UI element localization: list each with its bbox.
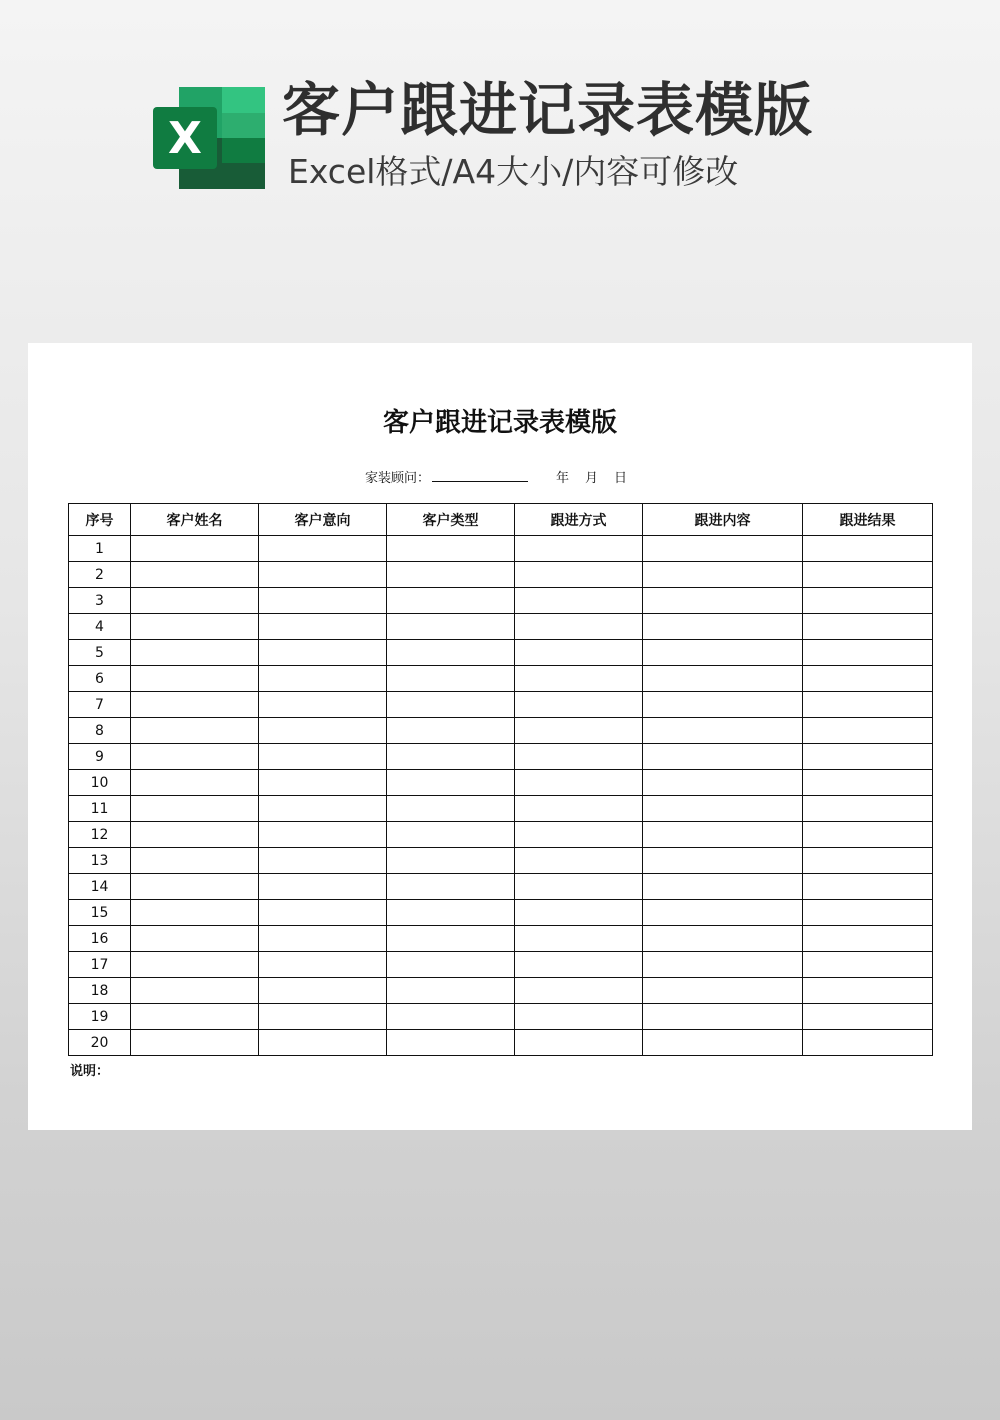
row-number-cell: 16 [69,926,131,952]
note-label: 说明： [70,1064,110,1079]
table-cell[interactable] [803,822,933,848]
table-cell[interactable] [515,1004,643,1030]
row-number-cell: 9 [69,744,131,770]
row-number-cell: 3 [69,588,131,614]
banner-title: 客户跟进记录表模版 [282,76,814,144]
table-cell[interactable] [515,848,643,874]
table-cell[interactable] [515,874,643,900]
table-cell[interactable] [387,744,515,770]
header-cell: 跟进内容 [643,504,803,536]
table-cell[interactable] [803,640,933,666]
row-number-cell: 14 [69,874,131,900]
table-cell[interactable] [643,692,803,718]
table-row [69,926,933,952]
row-number-cell: 20 [69,1030,131,1056]
year-label: 年 [555,471,569,486]
table-cell[interactable] [259,848,387,874]
table-row [69,1004,933,1030]
table-row [69,952,933,978]
header-cell: 客户姓名 [131,504,259,536]
table-cell[interactable] [131,588,259,614]
document-title: 客户跟进记录表模版 [382,408,617,438]
header-cell: 客户意向 [259,504,387,536]
excel-icon-letter: X [168,113,202,164]
header-cell: 序号 [69,504,131,536]
table-cell[interactable] [387,978,515,1004]
table-cell[interactable] [387,588,515,614]
table-cell[interactable] [643,666,803,692]
table-cell[interactable] [131,926,259,952]
banner [0,0,1000,260]
table-cell[interactable] [643,718,803,744]
table-cell[interactable] [387,770,515,796]
row-number-cell: 11 [69,796,131,822]
table-cell[interactable] [259,692,387,718]
table-cell[interactable] [803,796,933,822]
table-row [69,588,933,614]
table-cell[interactable] [643,744,803,770]
table-cell[interactable] [259,770,387,796]
table-cell[interactable] [259,614,387,640]
table-cell[interactable] [643,1004,803,1030]
table-body [69,536,933,1056]
table-cell[interactable] [803,770,933,796]
table-cell[interactable] [803,588,933,614]
day-label: 日 [614,471,628,486]
table-row [69,900,933,926]
table-cell[interactable] [643,770,803,796]
table-cell[interactable] [643,900,803,926]
table-cell[interactable] [515,952,643,978]
table-cell[interactable] [131,978,259,1004]
table-cell[interactable] [259,744,387,770]
table-cell[interactable] [515,770,643,796]
table-cell[interactable] [387,536,515,562]
table-cell[interactable] [643,952,803,978]
row-number-cell: 4 [69,614,131,640]
table-cell[interactable] [131,692,259,718]
month-label: 月 [585,471,599,486]
table-cell[interactable] [643,614,803,640]
table-cell[interactable] [643,926,803,952]
row-number-cell: 6 [69,666,131,692]
table-cell[interactable] [515,900,643,926]
table-cell[interactable] [131,718,259,744]
table-row [69,666,933,692]
table-cell[interactable] [131,1030,259,1056]
table-row [69,614,933,640]
row-number-cell: 19 [69,1004,131,1030]
table-row [69,796,933,822]
table-row [69,692,933,718]
header-cell: 客户类型 [387,504,515,536]
table-cell[interactable] [643,640,803,666]
table-row [69,744,933,770]
table-header-row [69,504,933,536]
header-cell: 跟进方式 [515,504,643,536]
table-cell[interactable] [387,692,515,718]
table-cell[interactable] [515,562,643,588]
table-cell[interactable] [259,536,387,562]
table-cell[interactable] [131,614,259,640]
table-cell[interactable] [643,588,803,614]
table-cell[interactable] [387,640,515,666]
table-cell[interactable] [259,900,387,926]
table-row [69,848,933,874]
header-cell: 跟进结果 [803,504,933,536]
table-cell[interactable] [515,822,643,848]
table-cell[interactable] [515,718,643,744]
table-cell[interactable] [131,822,259,848]
table-cell[interactable] [259,718,387,744]
table-cell[interactable] [803,666,933,692]
table-cell[interactable] [643,874,803,900]
table-cell[interactable] [803,874,933,900]
table-cell[interactable] [803,848,933,874]
record-table [68,503,933,1056]
table-cell[interactable] [515,614,643,640]
document-meta [28,469,972,488]
table-row [69,718,933,744]
table-cell[interactable] [515,666,643,692]
table-cell[interactable] [131,666,259,692]
table-row [69,874,933,900]
table-cell[interactable] [387,874,515,900]
table-cell[interactable] [643,848,803,874]
table-cell[interactable] [387,822,515,848]
table-cell[interactable] [643,1030,803,1056]
table-cell[interactable] [643,562,803,588]
row-number-cell: 10 [69,770,131,796]
row-number-cell: 13 [69,848,131,874]
row-number-cell: 5 [69,640,131,666]
table-row [69,770,933,796]
table-cell[interactable] [515,692,643,718]
table-cell[interactable] [259,1030,387,1056]
table-cell[interactable] [387,562,515,588]
row-number-cell: 18 [69,978,131,1004]
table-cell[interactable] [387,666,515,692]
table-cell[interactable] [131,1004,259,1030]
table-cell[interactable] [131,848,259,874]
table-cell[interactable] [515,796,643,822]
table-cell[interactable] [803,926,933,952]
row-number-cell: 7 [69,692,131,718]
table-cell[interactable] [387,718,515,744]
table-cell[interactable] [643,822,803,848]
table-cell[interactable] [131,744,259,770]
table-cell[interactable] [803,1030,933,1056]
table-cell[interactable] [643,796,803,822]
table-cell[interactable] [387,796,515,822]
table-cell[interactable] [803,536,933,562]
table-row [69,536,933,562]
table-cell[interactable] [515,588,643,614]
table-cell[interactable] [643,978,803,1004]
table-cell[interactable] [131,796,259,822]
row-number-cell: 12 [69,822,131,848]
table-cell[interactable] [387,1004,515,1030]
table-cell[interactable] [259,952,387,978]
table-cell[interactable] [131,900,259,926]
table-cell[interactable] [803,900,933,926]
table-cell[interactable] [131,874,259,900]
table-row [69,562,933,588]
advisor-label: 家装顾问： [364,471,430,486]
row-number-cell: 2 [69,562,131,588]
table-cell[interactable] [803,744,933,770]
table-row [69,1030,933,1056]
table-row [69,822,933,848]
table-cell[interactable] [803,978,933,1004]
banner-subtitle: Excel格式/A4大小/内容可修改 [288,152,739,191]
table-cell[interactable] [387,900,515,926]
table-row [69,978,933,1004]
table-cell[interactable] [259,874,387,900]
table-cell[interactable] [131,640,259,666]
table-cell[interactable] [259,978,387,1004]
table-cell[interactable] [131,562,259,588]
table-cell[interactable] [387,848,515,874]
table-cell[interactable] [387,1030,515,1056]
excel-icon [153,87,265,189]
table-cell[interactable] [259,588,387,614]
advisor-blank[interactable] [432,469,528,482]
row-number-cell: 15 [69,900,131,926]
table-cell[interactable] [259,1004,387,1030]
table-cell[interactable] [259,926,387,952]
table-cell[interactable] [131,952,259,978]
table-cell[interactable] [803,952,933,978]
table-cell[interactable] [259,666,387,692]
table-cell[interactable] [259,796,387,822]
table-cell[interactable] [387,952,515,978]
table-cell[interactable] [259,822,387,848]
table-cell[interactable] [515,978,643,1004]
table-row [69,640,933,666]
table-cell[interactable] [515,640,643,666]
table-cell[interactable] [387,926,515,952]
table-cell[interactable] [515,536,643,562]
table-cell[interactable] [803,692,933,718]
row-number-cell: 17 [69,952,131,978]
table-cell[interactable] [803,562,933,588]
table-cell[interactable] [131,536,259,562]
table-cell[interactable] [387,614,515,640]
table-cell[interactable] [259,640,387,666]
row-number-cell: 1 [69,536,131,562]
table-cell[interactable] [643,536,803,562]
table-cell[interactable] [803,614,933,640]
row-number-cell: 8 [69,718,131,744]
table-cell[interactable] [803,718,933,744]
table-cell[interactable] [515,744,643,770]
table-cell[interactable] [131,770,259,796]
table-cell[interactable] [803,1004,933,1030]
table-cell[interactable] [259,562,387,588]
table-cell[interactable] [515,926,643,952]
table-cell[interactable] [515,1030,643,1056]
document-sheet [28,343,972,1130]
